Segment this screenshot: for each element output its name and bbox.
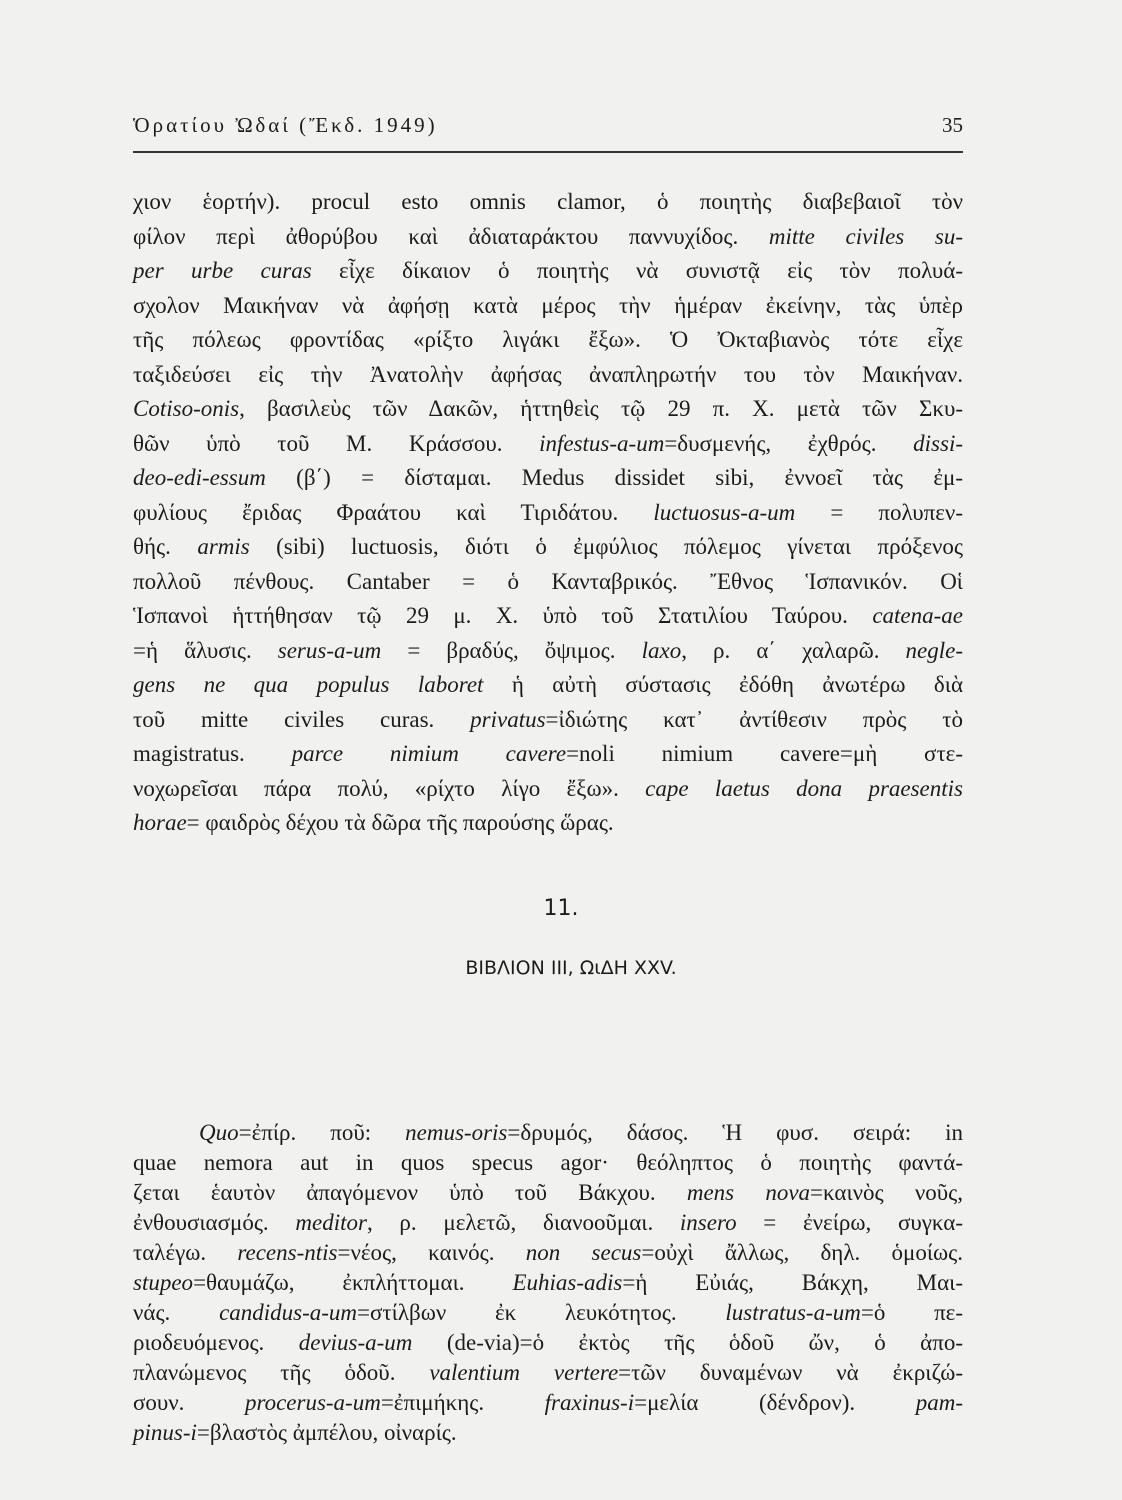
text-line [133,461,963,496]
text-run: φίλον περὶ ἀθορύβου καὶ ἀδιαταράκτου παννυχίδος. [133,223,769,249]
text-run: =στίλβων ἐκ λευκότητος. [357,1300,726,1325]
text-run: θῶν ὑπὸ τοῦ Μ. Κράσσου. [133,430,540,456]
text-run: =δυσμενής, ἐχθρός. [664,430,914,456]
text-run: χιον ἑορτήν). procul esto omnis clamor, ὁ ποιητὴς διαβεβαιοῖ τὸν [133,189,963,214]
text-run: = φαιδρὸς δέχου τὰ δῶρα τῆς παρούσης ὥρας. [186,810,614,835]
latin-term: procerus-a-um [244,1390,381,1415]
text-run: ἐνθουσιασμός. [133,1210,296,1235]
text-run: ἡ αὐτὴ σύστασις ἐδόθη ἀνωτέρω διὰ [483,672,963,697]
text-run: , ρ. α΄ χαλαρῶ. [681,637,906,663]
text-run: ζεται ἑαυτὸν ἀπαγόμενον ὑπὸ τοῦ Βάκχου. [133,1180,687,1205]
text-run: ταλέγω. [133,1240,238,1265]
text-line [133,703,963,738]
text-run: =noli nimium cavere=μὴ στε- [566,741,964,766]
text-run: =ἰδιώτης κατ᾽ ἀντίθεσιν πρὸς τὸ [545,706,963,732]
latin-term: serus-a-um [277,637,382,663]
text-run: ριοδευόμενος. [133,1330,299,1355]
latin-term: per urbe curas [133,258,312,283]
text-run: νοχωρεῖσαι πάρα πολύ, «ρίχτο λίγο ἔξω». [133,775,646,801]
latin-term: infestus-a-um [539,430,665,456]
latin-term: horae [133,810,187,835]
text-line [133,1418,963,1448]
text-run: , βασιλεὺς τῶν Δακῶν, ἡττηθεὶς τῷ 29 π. Χ. μετὰ τῶν Σκυ- [239,396,963,421]
text-line [133,1298,963,1328]
text-run: σουν. [133,1390,245,1415]
latin-term: Quo [199,1120,239,1145]
text-run: =μελία (δένδρον). [634,1390,916,1415]
page-number: 35 [942,113,963,137]
latin-term: negle- [905,637,963,663]
text-run: =τῶν δυναμένων νὰ ἐκριζώ- [618,1360,963,1385]
latin-term: Euhias-adis [512,1270,623,1295]
latin-term: lustratus-a-um [725,1300,861,1325]
text-run: ταξιδεύσει εἰς τὴν Ἀνατολὴν ἀφήσας ἀναπληρωτήν του τὸν Μαικήναν. [133,361,963,387]
latin-term: gens ne qua populus laboret [133,672,484,697]
section-number: 11. [543,896,579,921]
text-run: =βλαστὸς ἀμπέλου, οἰναρίς. [196,1420,457,1445]
text-line [133,530,963,565]
text-run: πλανώμενος τῆς ὁδοῦ. [133,1360,430,1385]
latin-term: recens-ntis [237,1240,338,1265]
text-line [133,1328,963,1358]
section-title: ΒΙΒΛΙΟΝ ΙΙΙ, ΩιΔΗ XXV. [465,957,677,979]
text-run: =δρυμός, δάσος. Ἡ φυσ. σειρά: in [507,1120,963,1145]
text-line [133,634,963,669]
latin-term: Cotiso-onis [133,396,240,421]
text-run: =θαυμάζω, ἐκπλήττομαι. [193,1270,513,1295]
text-line [133,565,963,600]
text-line [133,772,963,807]
text-line [133,1118,963,1148]
latin-term: privatus [470,706,546,732]
text-line [133,185,963,220]
text-run: (β΄) = δίσταμαι. Medus dissidet sibi, ἐννοεῖ τὰς ἐμ- [265,465,963,490]
latin-term: deo-edi-essum [133,465,266,490]
running-title: Ὁρατίου Ὠδαί (Ἔκδ. 1949) [133,113,438,137]
header-rule [133,151,963,153]
latin-term: laxo [641,637,682,663]
text-line [133,737,963,772]
text-run: =ἡ ἅλυσις. [133,637,278,663]
text-run: =ὁ πε- [860,1300,963,1325]
text-line [133,1358,963,1388]
latin-term: dissi- [913,430,963,456]
commentary-paragraph-ode [133,1118,963,1448]
text-run: = βραδύς, ὄψιμος. [381,637,642,663]
latin-term: mens nova [686,1180,811,1205]
text-run: =ἐπίρ. ποῦ: [238,1120,406,1145]
text-run: =νέος, καινός. [337,1240,526,1265]
text-line [133,358,963,393]
latin-term: nemus-oris [405,1120,508,1145]
text-line [133,668,963,703]
text-run: (de-via)=ὁ ἐκτὸς τῆς ὁδοῦ ὤν, ὁ ἀπο- [412,1330,963,1355]
text-line [133,392,963,427]
text-line [133,427,963,462]
text-line [133,599,963,634]
text-run: φυλίους ἔριδας Φραάτου καὶ Τιριδάτου. [133,499,654,525]
latin-term: mitte civiles su- [768,223,963,249]
text-line [133,289,963,324]
latin-term: pinus-i [133,1420,197,1445]
latin-term: candidus-a-um [219,1300,358,1325]
latin-term: valentium vertere [429,1360,619,1385]
text-run: , ρ. μελετῶ, διανοοῦμαι. [366,1210,680,1235]
latin-term: devius-a-um [298,1330,413,1355]
text-line [133,220,963,255]
text-run: εἶχε δίκαιον ὁ ποιητὴς νὰ συνιστᾷ εἰς τὸν πολυά- [311,258,963,283]
text-run: τοῦ mitte civiles curas. [133,706,471,732]
commentary-paragraph [133,185,963,841]
latin-term: insero [679,1210,737,1235]
text-run: πολλοῦ πένθους. Cantaber = ὁ Κανταβρικός. Ἔθνος Ἱσπανικόν. Οἱ [133,568,963,594]
text-run: = ἐνείρω, συγκα- [736,1210,964,1235]
text-line [133,1148,963,1178]
latin-term: fraxinus-i [544,1390,635,1415]
latin-term: non secus [525,1240,642,1265]
text-run: σχολον Μαικήναν νὰ ἀφήσῃ κατὰ μέρος τὴν ἡμέραν ἐκείνην, τὰς ὑπὲρ [133,292,963,318]
running-header [133,113,963,143]
text-run: magistratus. [133,741,292,766]
text-run: =ἐπιμήκης. [380,1390,545,1415]
text-line [133,496,963,531]
text-run: τῆς πόλεως φροντίδας «ρίξτο λιγάκι ἔξω». Ὁ Ὀκταβιανὸς τότε εἶχε [133,327,963,352]
text-run: =καινὸς νοῦς, [810,1180,963,1205]
latin-term: meditor [295,1210,367,1235]
latin-term: luctuosus-a-um [653,499,796,525]
latin-term: pam- [915,1390,963,1415]
text-line [133,1388,963,1418]
text-run: θής. [133,534,198,559]
text-line [133,1178,963,1208]
text-line [133,254,963,289]
latin-term: catena-ae [872,603,963,628]
text-line [133,1268,963,1298]
text-run: =ἡ Εὐιάς, Βάκχη, Μαι- [622,1270,964,1295]
latin-term: cape laetus dona praesentis [645,775,963,801]
latin-term: stupeo [133,1270,194,1295]
text-line [133,323,963,358]
text-run: νάς. [133,1300,220,1325]
text-line [133,1208,963,1238]
text-line [133,1238,963,1268]
text-run: Ἱσπανοὶ ἡττήθησαν τῷ 29 μ. Χ. ὑπὸ τοῦ Στατιλίου Ταύρου. [133,603,873,628]
text-run: (sibi) luctuosis, διότι ὁ ἐμφύλιος πόλεμος γίνεται πρόξενος [249,534,963,559]
text-run: quae nemora aut in quos specus agor· θεόληπτος ὁ ποιητὴς φαντά- [133,1150,963,1175]
latin-term: parce nimium cavere [291,741,567,766]
text-run: = πολυπεν- [795,499,963,525]
text-run: =οὐχὶ ἄλλως, δηλ. ὁμοίως. [641,1240,964,1265]
latin-term: armis [197,534,250,559]
text-line [133,806,963,841]
